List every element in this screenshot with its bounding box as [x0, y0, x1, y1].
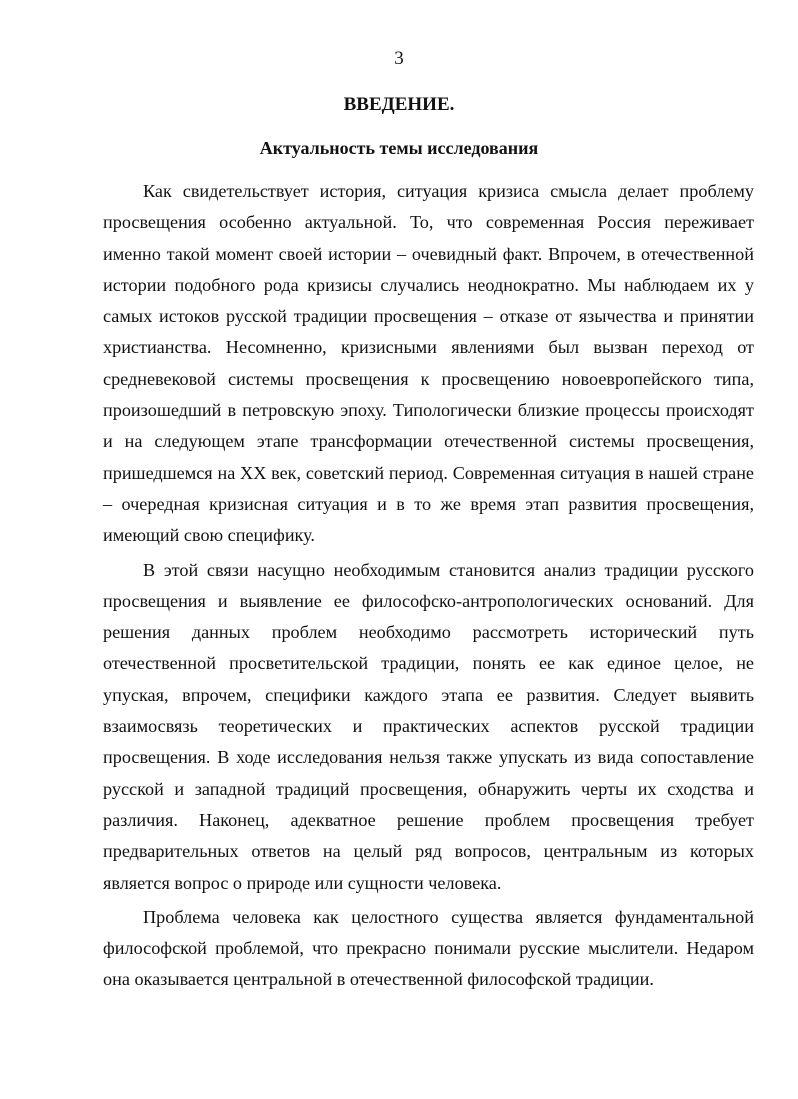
paragraph-2: В этой связи насущно необходимым становится анализ традиции русского просвещения и выявление ее философско-антропологических оснований. Для решения данных проблем необходимо рассмотреть исторический путь отечественной просветительской традиции, понять ее как единое целое, не упуская, впрочем, специфики каждого этапа ее развития. Следует выявить взаимосвязь теоретических и практических аспектов русской традиции просвещения. В ходе исследования нельзя также упускать из вида сопоставление русской и западной традиций просвещения, обнаружить черты их сходства и различия. Наконец, адекватное решение проблем просвещения требует предварительных ответов на целый ряд вопросов, центральным из которых является вопрос о природе или сущности человека. — [103, 559, 754, 893]
body-text — [103, 176, 754, 996]
paragraph-1: Как свидетельствует история, ситуация кризиса смысла делает проблему просвещения особенно актуальной. То, что современная Россия переживает именно такой момент своей истории – очевидный факт. Впрочем, в отечественной истории подобного рода кризисы случались неоднократно. Мы наблюдаем их у самых истоков русской традиции просвещения – отказе от язычества и принятии христианства. Несомненно, кризисными явлениями был вызван переход от средневековой системы просвещения к просвещению новоевропейского типа, произошедший в петровскую эпоху. Типологически близкие процессы происходят и на следующем этапе трансформации отечественной системы просвещения, пришедшемся на XX век, советский период. Современная ситуация в нашей стране – очередная кризисная ситуация и в то же время этап развития просвещения, имеющий свою специфику. — [103, 181, 754, 546]
section-subheading: Актуальность темы исследования — [259, 138, 539, 158]
section-heading: ВВЕДЕНИЕ. — [343, 94, 455, 115]
page-number: 3 — [394, 48, 404, 69]
paragraph-3: Проблема человека как целостного существа является фундаментальной философской проблемой, что прекрасно понимали русские мыслители. Недаром она оказывается центральной в отечественной философской традиции. — [103, 906, 754, 990]
